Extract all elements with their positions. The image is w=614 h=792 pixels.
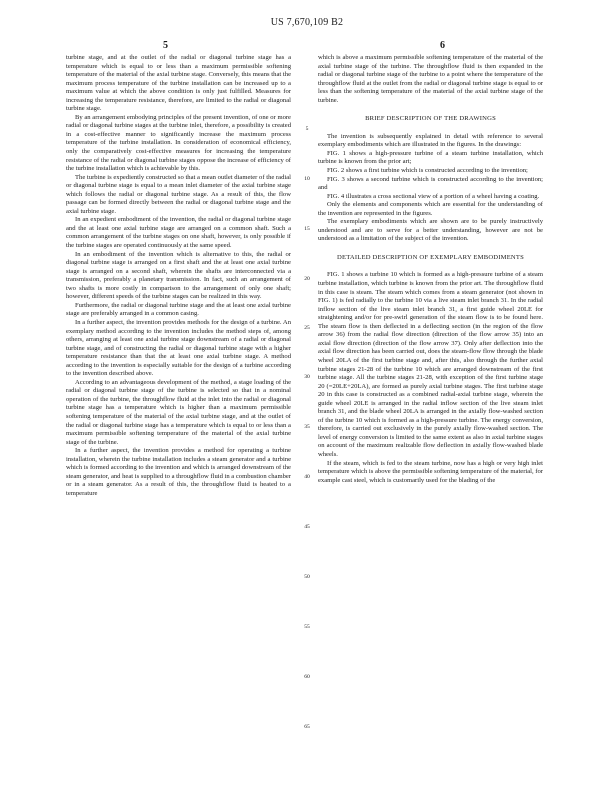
- paragraph: FIG. 2 shows a first turbine which is constructed according to the invention;: [327, 167, 528, 175]
- paragraph: turbine stage, and at the outlet of the radial or diagonal turbine stage has a temperature which is equal to or less than a maximum permissible softening temperature of the material of the axial turbine stage. Conversely, this means that the maximum process temperature of the turbine installation can be increased up to a maximum value at which the above condition is only just fulfilled. Measures for increasing the temperature resistance, therefore, are limited to the radial or diagonal turbine stage.: [66, 54, 291, 113]
- line-number: 45: [304, 524, 310, 530]
- line-number: 20: [304, 276, 310, 282]
- paragraph: FIG. 1 shows a high-pressure turbine of a steam turbine installation, which turbine is known from the prior art;: [318, 149, 543, 166]
- line-number: 35: [304, 424, 310, 430]
- line-number: 50: [304, 574, 310, 580]
- right-column: [318, 54, 543, 485]
- paragraph: which is above a maximum permissible softening temperature of the material of the axial turbine stage of the turbine. The throughflow fluid is then expanded in the radial or diagonal turbine stage of the turbine to a point where the temperature of the throughflow fluid at the outlet from the radial or diagonal turbine stage is equal to or less than the softening temperature of the material of the axial turbine stage of the turbine.: [318, 54, 543, 104]
- paragraph: FIG. 3 shows a second turbine which is constructed according to the invention; and: [318, 175, 543, 192]
- line-number: 65: [304, 724, 310, 730]
- section-heading-detailed: DETAILED DESCRIPTION OF EXEMPLARY EMBODIMENTS: [337, 253, 524, 261]
- line-number: 30: [304, 374, 310, 380]
- line-number: 25: [304, 325, 310, 331]
- patent-number-header: US 7,670,109 B2: [270, 17, 344, 28]
- paragraph: In a further aspect, the invention provides methods for the design of a turbine. An exemplary method according to the invention includes the method steps of, among others, arranging at least one axial turbine stage downstream of a radial or diagonal turbine stage, and of constructing the radial or diagonal turbine stage with a higher temperature resistance than that the at least one axial turbine stage. A method according to the invention is especially suitable for the design of a turbine according to the invention described above.: [66, 318, 291, 378]
- section-heading-drawings: BRIEF DESCRIPTION OF THE DRAWINGS: [365, 115, 496, 123]
- paragraph: The invention is subsequently explained in detail with reference to several exemplary embodiments which are illustrated in the figures. In the drawings:: [318, 132, 543, 149]
- line-number: 60: [304, 674, 310, 680]
- paragraph: The turbine is expediently constructed so that a mean outlet diameter of the radial or diagonal turbine stage is equal to a mean inlet diameter of the axial turbine stage which follows the radial or diagonal turbine stage. As a result of this, the flow passage can be formed directly between the radial or diagonal turbine stage and the axial turbine stage.: [66, 173, 291, 215]
- paragraph: FIG. 4 illustrates a cross sectional view of a portion of a wheel having a coating.: [327, 192, 540, 200]
- line-number: 40: [304, 474, 310, 480]
- paragraph: In an expedient embodiment of the invention, the radial or diagonal turbine stage and the at least one axial turbine stage are arranged on a common shaft. Such a common arrangement of the turbine stages on one shaft, however, is only possible if the turbine stages are operated continuously at the same speed.: [66, 216, 291, 250]
- paragraph: In a further aspect, the invention provides a method for operating a turbine installation, wherein the turbine installation includes a steam generator and a turbine which is formed according to the invention and which is arranged downstream of the steam generator, and heat is supplied to a throughflow fluid in a combustion chamber or in a steam generator. As a result of this, the throughflow fluid is heated to a temperature: [66, 447, 291, 497]
- left-column: [66, 54, 291, 498]
- line-number: 15: [304, 226, 310, 232]
- paragraph: In an embodiment of the invention which is alternative to this, the radial or diagonal turbine stage is arranged on a first shaft and the at least one axial turbine stage is arranged on a second shaft, wherein the shafts are interconnected via a transmission, preferably a planetary transmission. In fact, such an arrangement of two shafts is more costly in comparison to the arrangement of only one shaft; however, different speeds of the turbine stages can be realized in this way.: [66, 250, 291, 301]
- paragraph: According to an advantageous development of the method, a stage loading of the radial or diagonal turbine stage of the turbine is selected so that in a nominal operation of the turbine, the throughflow fluid at the inlet into the radial or diagonal turbine stage has a temperature which is higher than a maximum permissible softening temperature of the material of the axial turbine stage, and at the outlet of the radial or diagonal turbine stage has a temperature which is equal to or less than a maximum permissible softening temperature of the material of the axial turbine stage of the turbine.: [66, 378, 291, 446]
- paragraph: FIG. 1 shows a turbine 10 which is formed as a high-pressure turbine of a steam turbine installation, which turbine is known from the prior art. The throughflow fluid in this case is steam. The steam which comes from a steam generator (not shown in FIG. 1) is fed radially to the turbine 10 via a live steam inlet branch 31. In the radial inflow section of the live steam inlet branch 31, a first guide wheel 20LE for straightening and/or for pre-swirl generation of the steam flow is to be found here. The steam flow is then deflected in a deflecting section (in the region of the flow arrow 36) from the radial flow direction (direction of the flow arrow 35) into an axial flow direction (direction of the flow arrow 37). Only after deflection into the axial flow direction has been carried out, does the steam-flow flow through the blade wheel 20LA of the first turbine stage and, after this, also through the further axial turbine stages 21-28 of the turbine 10 which are arranged downstream of the first turbine stage. All the turbine stages 21-28, with exception of the first turbine stage 20 (=20LE+20LA), are formed as purely axial turbine stages. The first turbine stage 20 in this case is constructed as a combined radial-axial turbine stage, wherein the guide wheel 20LE is arranged in the radial inflow section of the live steam inlet branch 31, and the blade wheel 20LA is arranged in the axially flow-washed section of the turbine 10 which is formed as a high-pressure turbine. The energy conversion, therefore, is carried out exclusively in the purely axially flow-washed section. The level of energy conversion is limited to the same extent as also in axial turbine stages on account of the maximum realizable flow deflection in axially flow-washed blade wheels.: [318, 271, 543, 458]
- column-number-right: 6: [440, 40, 445, 51]
- paragraph: The exemplary embodiments which are shown are to be purely instructively understood and are to serve for a better understanding, however are not be understood as a limitation of the subject of the invention.: [318, 218, 543, 243]
- line-number: 5: [305, 126, 309, 132]
- column-number-left: 5: [163, 40, 168, 51]
- paragraph: Only the elements and components which are essential for the understanding of the invention are represented in the figures.: [318, 201, 543, 217]
- paragraph: Furthermore, the radial or diagonal turbine stage and the at least one axial turbine stage are preferably arranged in a common casing.: [66, 301, 291, 318]
- line-number: 55: [304, 624, 310, 630]
- paragraph: If the steam, which is fed to the steam turbine, now has a high or very high inlet temperature which is above the permissible softening temperature of the material, for example cast steel, which is customarily used for the blading of the: [318, 459, 543, 484]
- paragraph: By an arrangement embodying principles of the present invention, of one or more radial or diagonal turbine stages at the turbine inlet, therefore, a possibility is created in a cost-effective manner to significantly increase the maximum process temperature of the turbine installation. In consideration of economical efficiency, only the comparatively cost-effective measures for increasing the temperature resistance of the radial or diagonal turbine stages oppose the increase of efficiency of the turbine installation which is achievable by this.: [66, 113, 291, 173]
- line-number: 10: [304, 176, 310, 182]
